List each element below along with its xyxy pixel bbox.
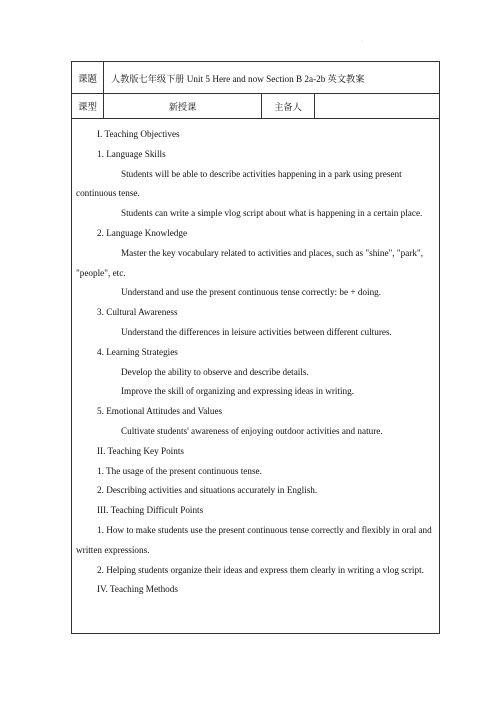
knowledge-item: Master the key vocabulary related to activities and places, such as "shine", "park", "people", etc. [76, 247, 424, 278]
lesson-plan-table [71, 61, 440, 634]
key-points-heading: II. Teaching Key Points [97, 445, 184, 456]
key-point-item: 2. Describing activities and situations accurately in English. [97, 485, 318, 496]
cultural-heading: 3. Cultural Awareness [97, 307, 178, 318]
difficult-points-heading: III. Teaching Difficult Points [97, 505, 204, 516]
language-skills-heading: 1. Language Skills [97, 148, 166, 159]
objectives-heading: I. Teaching Objectives [97, 129, 180, 139]
strategies-heading: 4. Learning Strategies [97, 346, 178, 357]
emotional-item: Cultivate students' awareness of enjoying outdoor activities and nature. [121, 425, 383, 436]
emotional-heading: 5. Emotional Attitudes and Values [97, 406, 223, 417]
lesson-title: 人教版七年级下册 Unit 5 Here and now Section B 2a-2b 英文教案 [104, 62, 440, 94]
skill-item: Students can write a simple vlog script about what is happening in a certain place. [121, 208, 423, 219]
language-knowledge-heading: 2. Language Knowledge [97, 227, 188, 238]
topic-label: 课题 [72, 62, 104, 94]
topic-row [72, 62, 440, 94]
lesson-content [72, 119, 439, 600]
preparer-value[interactable] [315, 94, 440, 119]
key-point-item: 1. The usage of the present continuous tense. [97, 465, 262, 476]
strategy-item: Improve the skill of organizing and expressing ideas in writing. [121, 386, 355, 397]
type-row [72, 94, 440, 119]
knowledge-item: Understand and use the present continuous tense correctly: be + doing. [121, 287, 382, 298]
difficult-point-item: 1. How to make students use the present continuous tense correctly and flexibly in oral and written expressions. [76, 524, 432, 555]
difficult-point-item: 2. Helping students organize their ideas and express them clearly in writing a vlog script. [97, 564, 424, 575]
skill-item: Students will be able to describe activities happening in a park using present continuous tense. [76, 168, 402, 199]
page-mark: · [361, 39, 363, 45]
body-row [72, 119, 440, 634]
lesson-content-cell [72, 119, 440, 634]
cultural-item: Understand the differences in leisure activities between different cultures. [121, 326, 392, 337]
strategy-item: Develop the ability to observe and describe details. [121, 366, 309, 377]
methods-heading: IV. Teaching Methods [97, 584, 178, 595]
type-label: 课型 [72, 94, 104, 119]
lesson-type: 新授课 [104, 94, 262, 119]
preparer-label: 主备人 [262, 94, 315, 119]
